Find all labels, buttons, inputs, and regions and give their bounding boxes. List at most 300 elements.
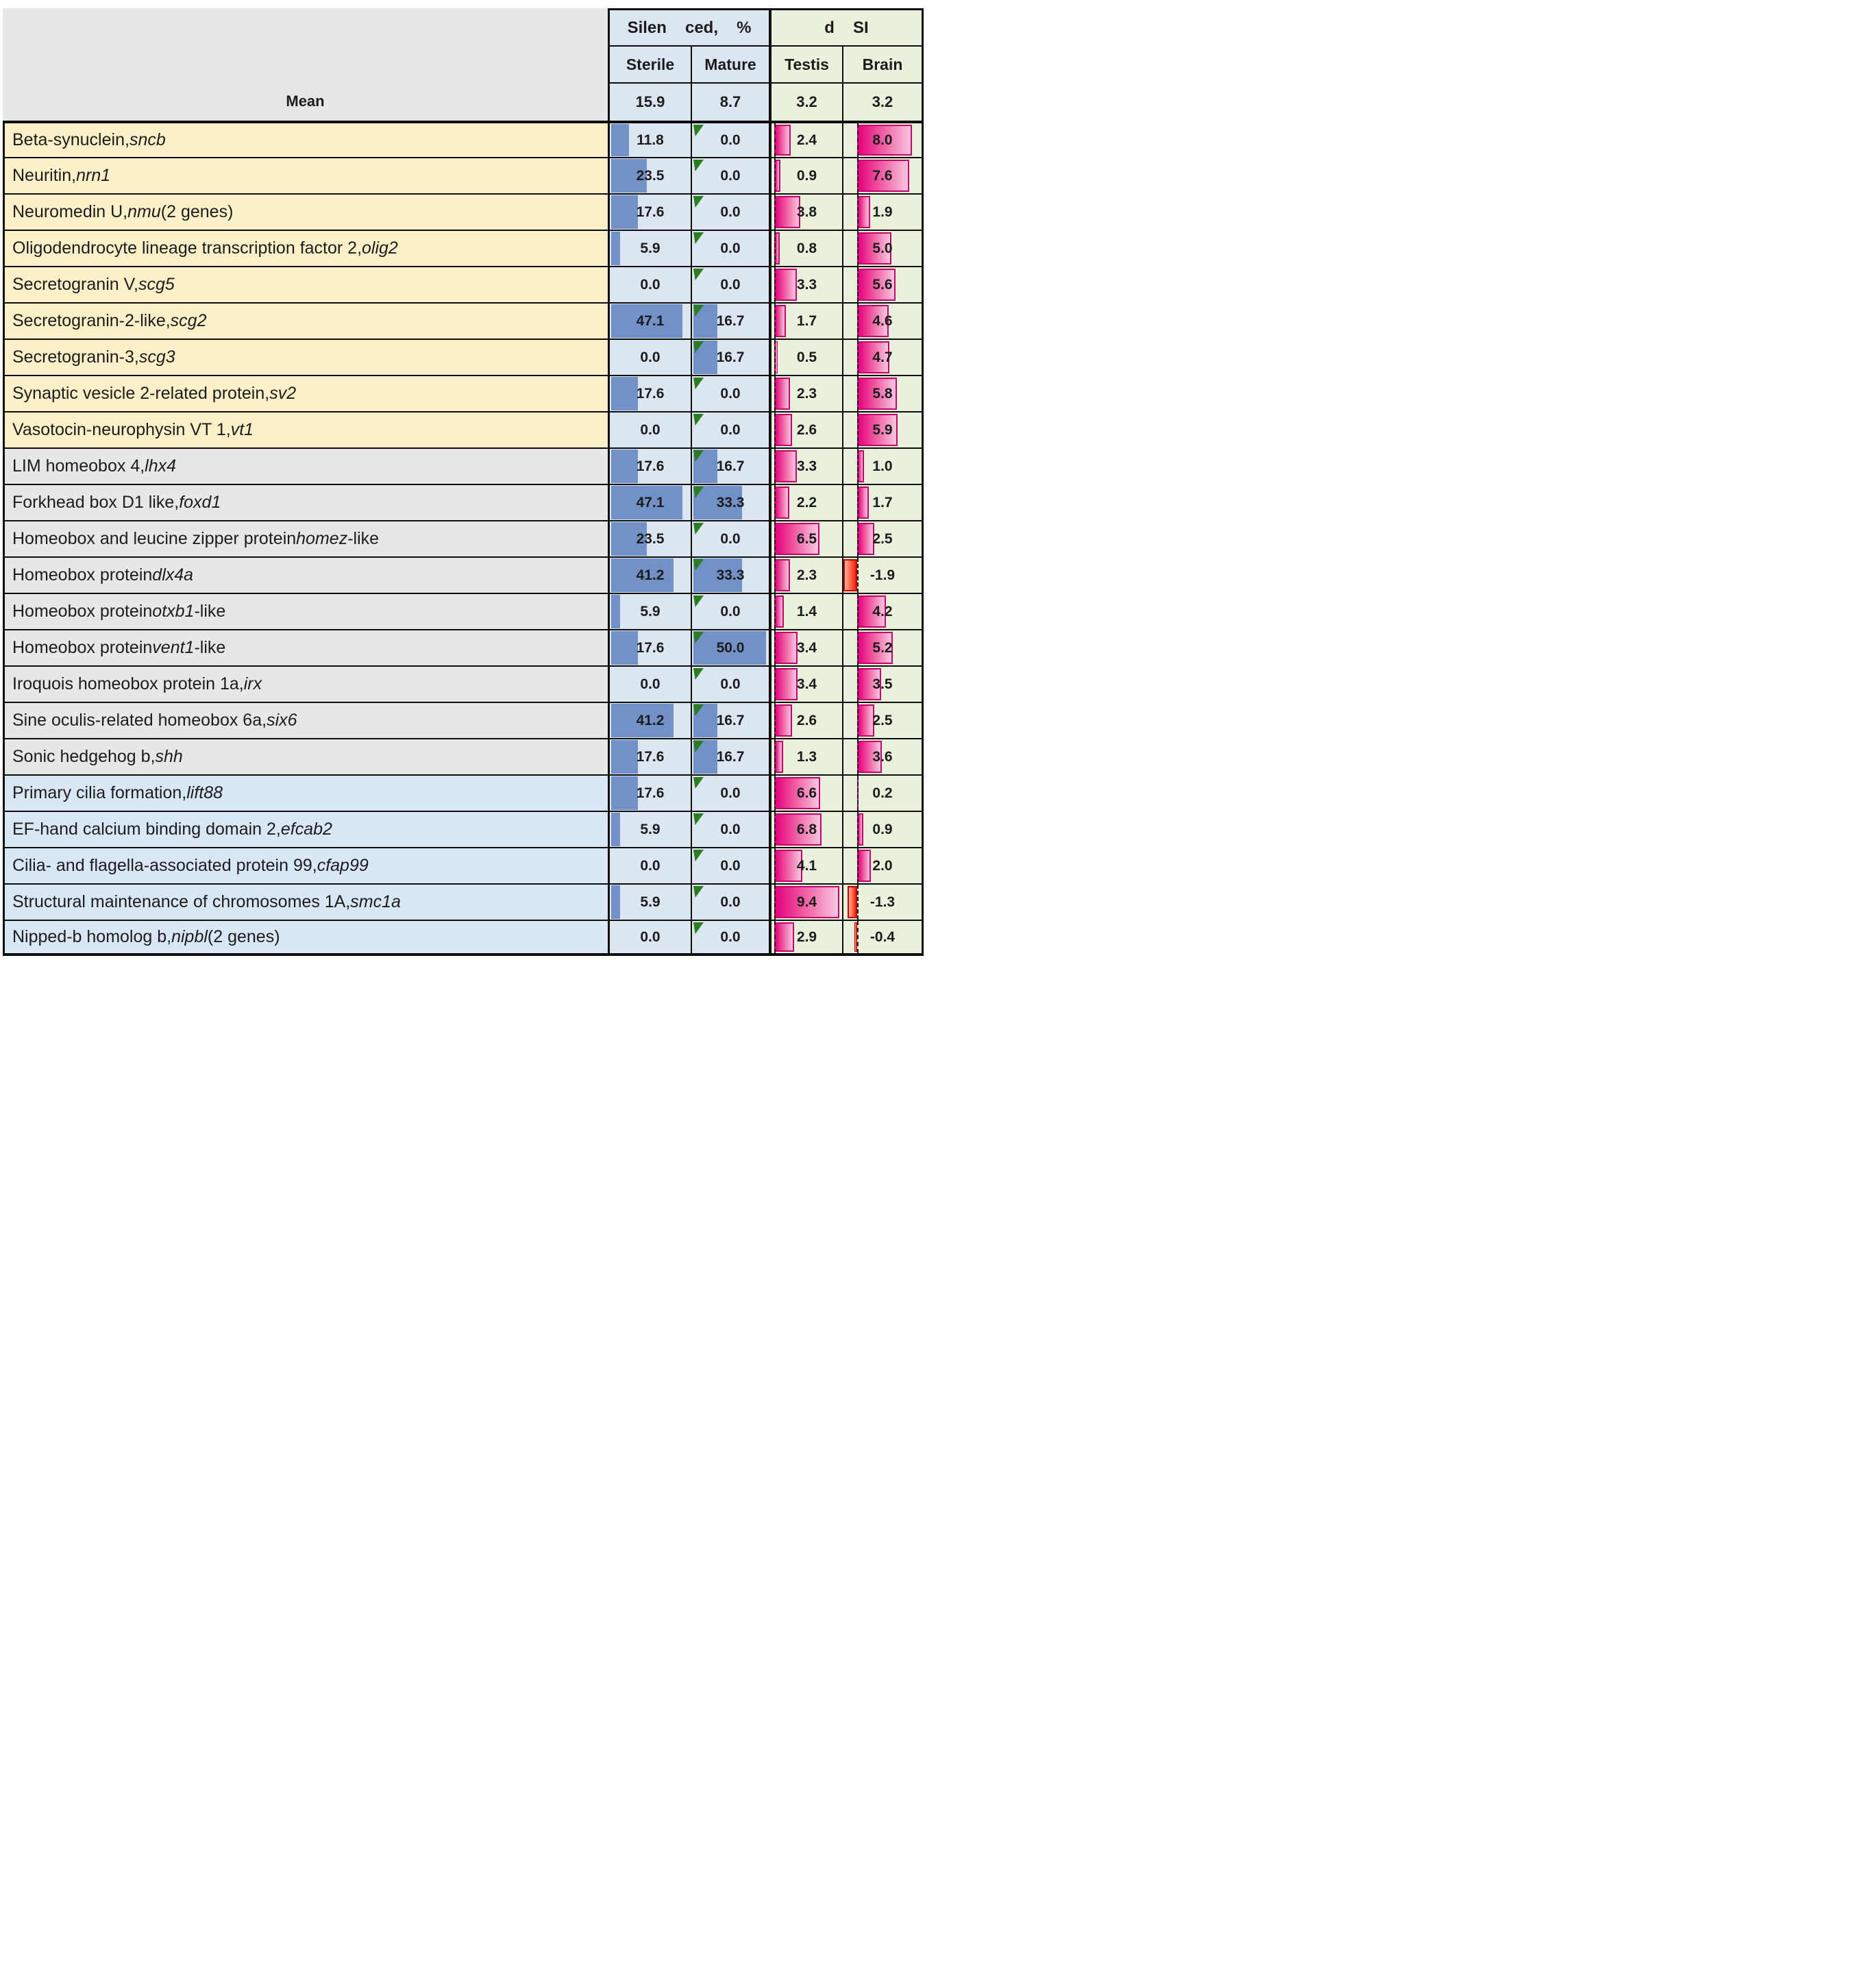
dsi-bar-positive [774,668,798,700]
silenced-sterile-value: 41.2 [636,567,665,583]
green-corner-flag-icon [693,378,704,389]
gene-name-text: Cilia- and flagella-associated protein 99, [12,856,317,875]
zero-axis-dashed-line [857,485,859,520]
cell-dsi-testis [769,157,842,193]
cell-dsi-brain [842,230,924,266]
cell-silenced-sterile [608,339,691,375]
cell-silenced-sterile [608,556,691,593]
silenced-sterile-value: 0.0 [640,857,661,874]
zero-axis-dashed-line [857,776,859,811]
cell-silenced-sterile [608,811,691,847]
cell-dsi-testis [769,484,842,520]
gene-symbol: scg5 [138,275,175,294]
gene-symbol: vent1 [152,638,195,657]
cell-silenced-mature [691,556,769,593]
gene-name-text: Primary cilia formation, [12,783,187,802]
zero-axis-dashed-line [857,376,859,411]
mean-value-brain: 3.2 [842,82,924,121]
gene-name-text: Oligodendrocyte lineage transcription factor 2, [12,238,362,258]
dsi-bar-positive [774,704,792,737]
gene-name-text: LIM homeobox 4, [12,456,145,476]
silenced-sterile-value: 17.6 [636,385,665,402]
silenced-sterile-value: 41.2 [636,712,665,728]
mean-row-label: Mean [286,93,325,110]
zero-axis-dashed-line [774,267,776,302]
zero-axis-dashed-line [774,449,776,484]
zero-axis-dashed-line [857,231,859,266]
dsi-brain-value: 2.5 [872,712,893,728]
zero-axis-dashed-line [774,304,776,339]
cell-silenced-sterile [608,193,691,230]
cell-silenced-mature [691,157,769,193]
gene-symbol: nmu [127,202,161,221]
cell-silenced-mature [691,847,769,883]
cell-silenced-sterile [608,629,691,665]
silenced-bar [611,885,620,919]
silenced-mature-value: 16.7 [716,349,745,365]
green-corner-flag-icon [693,777,704,789]
cell-dsi-testis [769,447,842,484]
cell-dsi-brain [842,593,924,629]
cell-silenced-sterile [608,665,691,702]
zero-axis-dashed-line [857,558,859,593]
dsi-brain-value: 1.7 [872,494,893,510]
cell-silenced-sterile [608,121,691,157]
silenced-mature-value: 0.0 [720,857,741,874]
zero-axis-dashed-line [774,630,776,665]
cell-silenced-mature [691,339,769,375]
silenced-sterile-value: 0.0 [640,276,661,293]
cell-silenced-mature [691,811,769,847]
cell-silenced-mature [691,883,769,920]
silenced-mature-value: 33.3 [716,567,745,583]
row-label [3,193,608,230]
dsi-brain-value: -0.4 [869,928,896,945]
silenced-mature-value: 16.7 [716,748,745,765]
corner-header-cell [3,8,608,121]
dsi-testis-value: 9.4 [796,894,817,910]
zero-axis-dashed-line [774,667,776,702]
dsi-bar-negative [843,559,857,591]
gene-name-text: Nipped-b homolog b, [12,927,172,946]
cell-dsi-testis [769,702,842,738]
dsi-brain-value: 1.9 [872,204,893,220]
green-corner-flag-icon [693,813,704,825]
dsi-bar-positive [774,269,797,301]
cell-silenced-sterile [608,375,691,411]
cell-dsi-testis [769,920,842,956]
dsi-bar-positive [774,595,784,628]
cell-dsi-brain [842,702,924,738]
mean-value-testis: 3.2 [769,82,842,121]
row-label [3,447,608,484]
cell-silenced-sterile [608,266,691,302]
zero-axis-dashed-line [857,304,859,339]
cell-silenced-sterile [608,774,691,811]
cell-silenced-mature [691,266,769,302]
silenced-bar [611,450,638,483]
row-label [3,811,608,847]
gene-name-text: Forkhead box D1 like, [12,493,180,512]
green-corner-flag-icon [693,595,704,607]
zero-axis-dashed-line [857,594,859,629]
dsi-brain-value: 5.2 [872,639,893,656]
cell-dsi-testis [769,774,842,811]
cell-dsi-brain [842,375,924,411]
green-corner-flag-icon [693,523,704,534]
cell-silenced-mature [691,121,769,157]
dsi-brain-value: 4.7 [872,349,893,365]
gene-name-text: Beta-synuclein, [12,130,129,149]
zero-axis-dashed-line [774,558,776,593]
silenced-mature-value: 0.0 [720,676,741,692]
dsi-testis-value: 2.6 [796,421,817,438]
dsi-testis-value: 3.8 [796,204,817,220]
zero-axis-dashed-line [774,921,776,953]
zero-axis-dashed-line [857,158,859,193]
cell-dsi-brain [842,266,924,302]
silenced-bar [611,813,620,846]
gene-name-text: Structural maintenance of chromosomes 1A, [12,892,351,911]
dsi-testis-value: 1.3 [796,748,817,765]
dsi-testis-value: 6.5 [796,530,817,547]
cell-silenced-mature [691,230,769,266]
gene-symbol: smc1a [350,892,401,911]
gene-symbol: scg2 [170,311,207,330]
row-label [3,847,608,883]
silenced-mature-value: 16.7 [716,458,745,474]
gene-symbol: nipbl [171,927,208,946]
row-label [3,556,608,593]
zero-axis-dashed-line [857,267,859,302]
dsi-testis-value: 6.6 [796,785,817,801]
cell-dsi-brain [842,447,924,484]
cell-dsi-testis [769,883,842,920]
green-corner-flag-icon [693,269,704,280]
row-label [3,266,608,302]
zero-axis-dashed-line [857,413,859,447]
gene-symbol: cfap99 [317,856,369,875]
dsi-brain-value: 5.6 [872,276,893,293]
cell-dsi-testis [769,193,842,230]
col-header-brain: Brain [842,45,924,82]
silenced-sterile-value: 0.0 [640,928,661,945]
dsi-bar-negative [848,886,857,918]
dsi-testis-value: 2.4 [796,132,817,148]
zero-axis-dashed-line [857,848,859,883]
cell-dsi-brain [842,920,924,956]
green-corner-flag-icon [693,160,704,171]
gene-name-text: Sonic hedgehog b, [12,747,156,766]
gene-symbol: dlx4a [152,565,194,585]
zero-axis-dashed-line [774,376,776,411]
cell-dsi-testis [769,302,842,339]
mean-value-mature: 8.7 [691,82,769,121]
cell-silenced-mature [691,447,769,484]
zero-axis-dashed-line [774,123,776,157]
green-corner-flag-icon [693,668,704,680]
cell-dsi-brain [842,339,924,375]
cell-silenced-mature [691,593,769,629]
dsi-testis-value: 2.9 [796,928,817,945]
dsi-bar-positive [857,523,874,555]
gene-name-text: -like [347,529,380,548]
zero-axis-dashed-line [774,848,776,883]
cell-silenced-mature [691,520,769,556]
dsi-bar-positive [774,559,790,591]
dsi-testis-value: 3.4 [796,676,817,692]
cell-silenced-mature [691,702,769,738]
silenced-mature-value: 0.0 [720,204,741,220]
cell-silenced-sterile [608,847,691,883]
cell-dsi-brain [842,302,924,339]
zero-axis-dashed-line [774,195,776,230]
silenced-mature-value: 16.7 [716,312,745,329]
dsi-brain-value: 5.0 [872,240,893,256]
dsi-bar-positive [774,632,798,664]
silenced-bar [611,232,620,265]
gene-symbol: sncb [129,130,166,149]
cell-dsi-brain [842,520,924,556]
cell-dsi-testis [769,811,842,847]
gene-name-text: Synaptic vesicle 2-related protein, [12,384,270,403]
gene-symbol: lhx4 [145,456,177,476]
dsi-testis-value: 6.8 [796,821,817,837]
row-label [3,774,608,811]
cell-dsi-testis [769,593,842,629]
zero-axis-dashed-line [774,776,776,811]
silenced-bar [611,595,620,628]
silenced-bar [611,631,638,665]
silenced-sterile-value: 0.0 [640,349,661,365]
silenced-mature-value: 33.3 [716,494,745,510]
row-label [3,339,608,375]
dsi-testis-value: 0.5 [796,349,817,365]
dsi-brain-value: -1.3 [869,894,896,910]
dsi-testis-value: 2.2 [796,494,817,510]
dsi-testis-value: 0.9 [796,167,817,184]
gene-symbol: irx [243,674,262,693]
dsi-testis-value: 3.4 [796,639,817,656]
dsi-brain-value: -1.9 [869,567,896,583]
zero-axis-dashed-line [857,739,859,774]
silenced-sterile-value: 17.6 [636,204,665,220]
silenced-mature-value: 0.0 [720,167,741,184]
zero-axis-dashed-line [857,703,859,738]
gene-name-text: Secretogranin-2-like, [12,311,171,330]
row-label [3,484,608,520]
green-corner-flag-icon [693,125,704,136]
green-corner-flag-icon [693,850,704,861]
silenced-sterile-value: 17.6 [636,458,665,474]
dsi-testis-value: 1.7 [796,312,817,329]
row-label [3,920,608,956]
row-label [3,702,608,738]
cell-dsi-brain [842,121,924,157]
gene-name-text: Homeobox protein [12,638,153,657]
cell-dsi-testis [769,556,842,593]
gene-symbol: efcab2 [280,820,332,839]
silenced-bar [611,195,638,229]
gene-name-text: (2 genes) [160,202,234,221]
zero-axis-dashed-line [774,739,776,774]
green-corner-flag-icon [693,922,704,934]
figure-page [0,0,938,991]
zero-axis-dashed-line [857,667,859,702]
col-header-sterile: Sterile [608,45,691,82]
zero-axis-dashed-line [774,521,776,556]
cell-dsi-brain [842,811,924,847]
zero-axis-dashed-line [774,812,776,847]
cell-silenced-sterile [608,230,691,266]
cell-dsi-brain [842,847,924,883]
cell-dsi-brain [842,738,924,774]
silenced-mature-value: 0.0 [720,276,741,293]
col-header-mature: Mature [691,45,769,82]
dsi-testis-value: 4.1 [796,857,817,874]
cell-silenced-mature [691,484,769,520]
cell-silenced-mature [691,738,769,774]
row-label [3,665,608,702]
cell-silenced-mature [691,920,769,956]
dsi-bar-positive [774,305,786,337]
cell-silenced-mature [691,302,769,339]
zero-axis-dashed-line [774,885,776,920]
dsi-testis-value: 2.3 [796,567,817,583]
cell-dsi-testis [769,230,842,266]
gene-symbol: six6 [267,711,297,730]
gene-symbol: sv2 [269,384,297,403]
gene-name-text: Neuromedin U, [12,202,128,221]
zero-axis-dashed-line [774,594,776,629]
cell-dsi-brain [842,193,924,230]
row-label [3,520,608,556]
gene-symbol: homez [296,529,348,548]
row-label [3,629,608,665]
cell-dsi-testis [769,738,842,774]
gene-symbol: vt1 [230,420,254,439]
cell-silenced-sterile [608,593,691,629]
silenced-mature-value: 0.0 [720,530,741,547]
silenced-sterile-value: 5.9 [640,240,661,256]
gene-name-text: Homeobox and leucine zipper protein [12,529,297,548]
silenced-mature-value: 0.0 [720,603,741,619]
silenced-bar [611,776,638,810]
gene-symbol: shh [155,747,183,766]
zero-axis-dashed-line [857,885,859,920]
green-corner-flag-icon [693,886,704,898]
zero-axis-dashed-line [857,340,859,375]
dsi-testis-value: 2.3 [796,385,817,402]
silenced-bar [611,740,638,774]
dsi-testis-value: 1.4 [796,603,817,619]
cell-silenced-sterile [608,738,691,774]
header-group-dsi: d SI [769,8,924,45]
cell-silenced-sterile [608,702,691,738]
silenced-sterile-value: 17.6 [636,785,665,801]
gene-name-text: EF-hand calcium binding domain 2, [12,820,281,839]
row-label [3,230,608,266]
dsi-bar-positive [774,487,789,519]
dsi-brain-value: 3.6 [872,748,893,765]
gene-silencing-table [3,8,924,956]
dsi-brain-value: 5.9 [872,421,893,438]
cell-dsi-brain [842,411,924,447]
zero-axis-dashed-line [857,812,859,847]
cell-silenced-mature [691,629,769,665]
silenced-sterile-value: 23.5 [636,530,665,547]
cell-dsi-brain [842,774,924,811]
silenced-sterile-value: 47.1 [636,494,665,510]
cell-silenced-mature [691,665,769,702]
dsi-testis-value: 3.3 [796,276,817,293]
zero-axis-dashed-line [857,521,859,556]
zero-axis-dashed-line [774,340,776,375]
gene-symbol: lift88 [186,783,223,802]
mean-value-sterile: 15.9 [608,82,691,121]
cell-dsi-testis [769,665,842,702]
gene-symbol: foxd1 [179,493,221,512]
cell-dsi-testis [769,266,842,302]
cell-silenced-sterile [608,484,691,520]
silenced-mature-value: 0.0 [720,928,741,945]
silenced-mature-value: 0.0 [720,132,741,148]
silenced-sterile-value: 5.9 [640,603,661,619]
cell-dsi-brain [842,556,924,593]
silenced-sterile-value: 23.5 [636,167,665,184]
gene-name-text: Homeobox protein [12,565,153,585]
dsi-brain-value: 0.9 [872,821,893,837]
silenced-sterile-value: 17.6 [636,748,665,765]
silenced-sterile-value: 5.9 [640,821,661,837]
gene-name-text: Secretogranin V, [12,275,138,294]
dsi-brain-value: 4.6 [872,312,893,329]
cell-silenced-mature [691,411,769,447]
row-label [3,738,608,774]
row-label [3,411,608,447]
cell-dsi-testis [769,629,842,665]
dsi-testis-value: 0.8 [796,240,817,256]
dsi-bar-positive [857,704,874,737]
dsi-brain-value: 4.2 [872,603,893,619]
green-corner-flag-icon [693,196,704,208]
dsi-brain-value: 0.2 [872,785,893,801]
dsi-bar-positive [774,922,794,952]
zero-axis-dashed-line [857,921,859,953]
gene-name-text: Vasotocin-neurophysin VT 1, [12,420,231,439]
silenced-mature-value: 0.0 [720,821,741,837]
zero-axis-dashed-line [857,630,859,665]
row-label [3,302,608,339]
col-header-testis: Testis [769,45,842,82]
dsi-brain-value: 5.8 [872,385,893,402]
gene-name-text: (2 genes) [207,927,280,946]
dsi-brain-value: 2.5 [872,530,893,547]
zero-axis-dashed-line [774,485,776,520]
dsi-brain-value: 8.0 [872,132,893,148]
dsi-bar-positive [857,196,870,228]
green-corner-flag-icon [693,232,704,244]
cell-dsi-testis [769,411,842,447]
cell-silenced-sterile [608,302,691,339]
zero-axis-dashed-line [857,195,859,230]
silenced-mature-value: 0.0 [720,421,741,438]
cell-silenced-mature [691,375,769,411]
gene-symbol: scg3 [138,347,175,367]
cell-silenced-sterile [608,157,691,193]
row-label [3,121,608,157]
cell-silenced-mature [691,193,769,230]
